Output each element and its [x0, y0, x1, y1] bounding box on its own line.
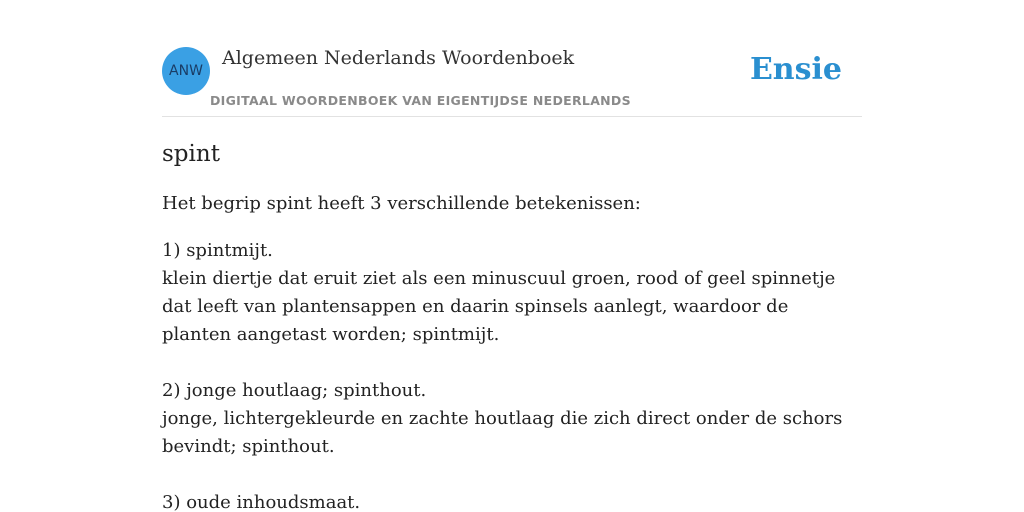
meaning-definition: jonge, lichtergekleurde en zachte houtlaag die zich direct onder de schors bevindt; spinthout. — [162, 408, 843, 457]
meaning-item — [162, 237, 852, 349]
anw-logo[interactable] — [162, 47, 210, 95]
meaning-item — [162, 489, 852, 512]
meaning-definition: klein diertje dat eruit ziet als een minuscuul groen, rood of geel spinnetje dat leeft van plantensappen en daarin spinsels aanlegt, waardoor de planten aangetast worden; spintmijt. — [162, 268, 836, 345]
meaning-item — [162, 377, 852, 461]
site-title[interactable]: Algemeen Nederlands Woordenboek — [222, 47, 575, 69]
meaning-heading: 1) spintmijt. — [162, 240, 273, 261]
entry-content — [162, 138, 852, 512]
entry-term: spint — [162, 141, 220, 167]
ensie-brand-link[interactable]: Ensie — [749, 52, 842, 87]
site-header — [162, 0, 862, 117]
entry-intro: Het begrip spint heeft 3 verschillende betekenissen: — [162, 193, 641, 214]
meaning-heading: 3) oude inhoudsmaat. — [162, 492, 361, 512]
site-subtitle: DIGITAAL WOORDENBOEK VAN EIGENTIJDSE NEDERLANDS — [210, 93, 631, 108]
meaning-heading: 2) jonge houtlaag; spinthout. — [162, 380, 427, 401]
logo-text: ANW — [169, 63, 203, 79]
meanings-list — [162, 237, 852, 512]
